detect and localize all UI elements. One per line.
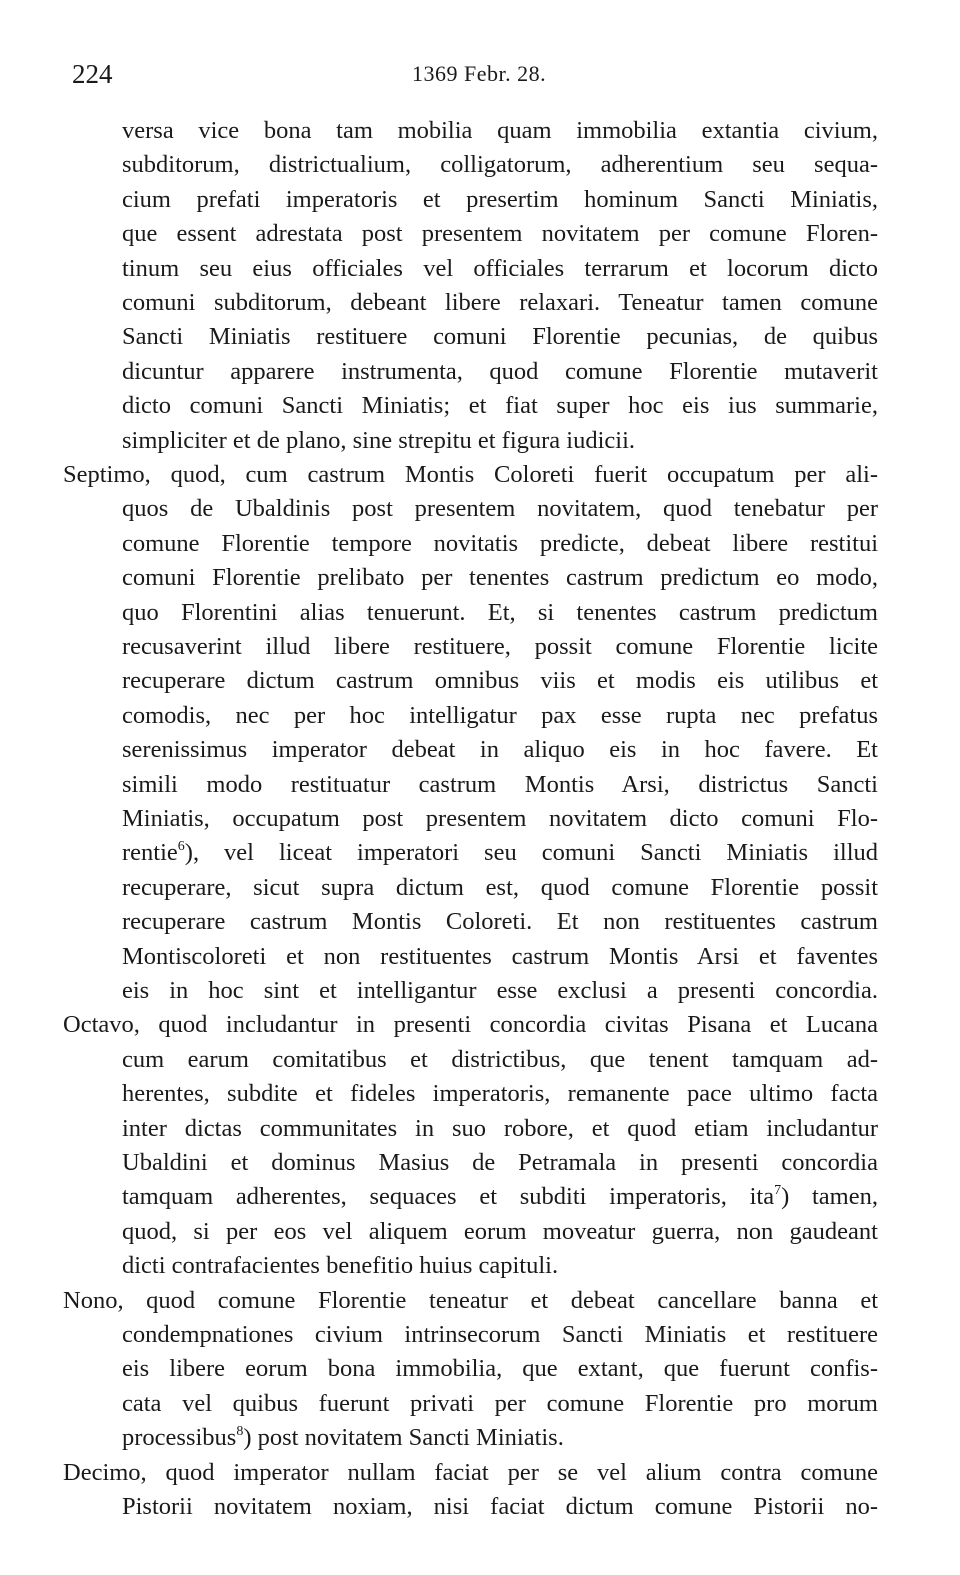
- text-line: [122, 632, 878, 662]
- line-text: recusaverint illud libere restituere, possit comune Florentie licite: [122, 633, 878, 660]
- line-text-continued: ) post novitatem Sancti Miniatis.: [243, 1424, 564, 1452]
- line-text: Octavo, quod includantur in presenti concordia civitas Pisana et Lucana: [63, 1011, 878, 1039]
- text-line: [122, 1217, 878, 1247]
- footnote-marker: 7: [774, 1183, 782, 1199]
- line-text: comune Florentie tempore novitatis predicte, debeat libere restitui: [122, 529, 878, 557]
- line-text: simili modo restituatur castrum Montis Arsi, districtus Sancti: [122, 770, 878, 798]
- text-line: [122, 288, 878, 318]
- text-line: [63, 1010, 878, 1040]
- line-text: rentie: [122, 839, 178, 867]
- text-line: [122, 391, 878, 421]
- text-line: [63, 1458, 878, 1488]
- text-line: [122, 563, 878, 593]
- line-text: dicto comuni Sancti Miniatis; et fiat super hoc eis ius summarie,: [122, 392, 878, 420]
- line-text: recuperare castrum Montis Coloreti. Et non restituentes castrum: [122, 908, 878, 936]
- text-line: [122, 185, 878, 215]
- line-text: Decimo, quod imperator nullam faciat per se vel alium contra comune: [63, 1458, 878, 1486]
- text-line: [122, 1182, 878, 1212]
- line-text: recuperare, sicut supra dictum est, quod comune Florentie possit: [122, 873, 878, 901]
- text-line: [122, 219, 878, 249]
- line-text: processibus: [122, 1424, 237, 1452]
- running-head: 1369 Febr. 28.: [412, 61, 547, 86]
- text-line: [122, 1079, 878, 1109]
- line-text: cum earum comitatibus et districtibus, que tenent tamquam ad-: [122, 1045, 878, 1073]
- line-text: Pistorii novitatem noxiam, nisi faciat dictum comune Pistorii no-: [122, 1493, 878, 1520]
- line-text: tamquam adherentes, sequaces et subditi imperatoris, ita: [122, 1183, 775, 1211]
- line-text: eis libere eorum bona immobilia, que extant, que fuerunt confis-: [122, 1355, 878, 1383]
- text-line: [122, 1389, 878, 1419]
- line-text: Sancti Miniatis restituere comuni Florentie pecunias, de quibus: [122, 323, 878, 351]
- text-line: [122, 150, 878, 180]
- text-line: [122, 907, 878, 937]
- page-number: 224: [72, 59, 113, 89]
- text-line: [122, 116, 878, 146]
- line-text: cium prefati imperatoris et presertim hominum Sancti Miniatis,: [122, 185, 878, 213]
- text-line: [122, 1423, 878, 1453]
- text-line: [122, 976, 878, 1006]
- text-line: [63, 1286, 878, 1316]
- line-text: cata vel quibus fuerunt privati per comune Florentie pro morum: [122, 1389, 878, 1417]
- text-line: [122, 357, 878, 387]
- line-text: condempnationes civium intrinsecorum Sancti Miniatis et restituere: [122, 1321, 878, 1348]
- line-text: tinum seu eius officiales vel officiales terrarum et locorum dicto: [122, 254, 878, 282]
- text-line: [122, 1045, 878, 1075]
- text-line: [122, 666, 878, 696]
- text-line: [122, 1251, 878, 1281]
- text-line: [122, 942, 878, 972]
- text-line: [122, 804, 878, 834]
- line-text: eis in hoc sint et intelligantur esse exclusi a presenti concordia.: [122, 977, 878, 1004]
- text-line: [122, 701, 878, 731]
- line-text-continued: ) tamen,: [781, 1183, 878, 1211]
- page-header: [0, 54, 960, 94]
- line-text: comuni Florentie prelibato per tenentes castrum predictum eo modo,: [122, 564, 878, 592]
- text-line: [122, 1354, 878, 1384]
- text-line: [122, 598, 878, 628]
- text-line: [122, 873, 878, 903]
- line-text: Septimo, quod, cum castrum Montis Coloreti fuerit occupatum per ali-: [63, 461, 878, 488]
- line-text: Nono, quod comune Florentie teneatur et debeat cancellare banna et: [63, 1286, 878, 1314]
- text-line: [63, 460, 878, 490]
- line-text: recuperare dictum castrum omnibus viis et modis eis utilibus et: [122, 667, 878, 695]
- line-text: dicti contrafacientes benefitio huius capituli.: [122, 1252, 559, 1280]
- line-text: comuni subditorum, debeant libere relaxari. Teneatur tamen comune: [122, 289, 878, 316]
- line-text-continued: ), vel liceat imperatori seu comuni Sancti Miniatis illud: [184, 839, 878, 867]
- footnote-marker: 6: [177, 839, 185, 855]
- text-line: [122, 770, 878, 800]
- line-text: Montiscoloreti et non restituentes castrum Montis Arsi et faventes: [122, 942, 878, 970]
- line-text: simpliciter et de plano, sine strepitu et figura iudicii.: [122, 426, 636, 454]
- line-text: que essent adrestata post presentem novitatem per comune Floren-: [122, 220, 878, 248]
- text-line: [122, 254, 878, 284]
- text-line: [122, 494, 878, 524]
- text-line: [122, 426, 878, 456]
- text-line: [122, 1114, 878, 1144]
- line-text: herentes, subdite et fideles imperatoris, remanente pace ultimo facta: [122, 1080, 878, 1108]
- line-text: versa vice bona tam mobilia quam immobilia extantia civium,: [122, 117, 878, 144]
- line-text: quo Florentini alias tenuerunt. Et, si tenentes castrum predictum: [122, 598, 878, 626]
- text-line: [122, 529, 878, 559]
- text-line: [122, 1148, 878, 1178]
- text-line: [122, 838, 878, 868]
- line-text: Miniatis, occupatum post presentem novitatem dicto comuni Flo-: [122, 805, 878, 832]
- text-line: [122, 735, 878, 765]
- line-text: quos de Ubaldinis post presentem novitatem, quod tenebatur per: [122, 495, 878, 523]
- text-line: [122, 1320, 878, 1350]
- line-text: quod, si per eos vel aliquem eorum moveatur guerra, non gaudeant: [122, 1217, 878, 1245]
- text-line: [122, 322, 878, 352]
- line-text: Ubaldini et dominus Masius de Petramala in presenti concordia: [122, 1149, 878, 1176]
- line-text: subditorum, districtualium, colligatorum, adherentium seu sequa-: [122, 151, 878, 179]
- line-text: dicuntur apparere instrumenta, quod comune Florentie mutaverit: [122, 357, 878, 385]
- line-text: comodis, nec per hoc intelligatur pax esse rupta nec prefatus: [122, 701, 878, 729]
- text-line: [122, 1492, 878, 1522]
- footnote-marker: 8: [236, 1424, 244, 1440]
- line-text: serenissimus imperator debeat in aliquo eis in hoc favere. Et: [122, 736, 878, 764]
- line-text: inter dictas communitates in suo robore, et quod etiam includantur: [122, 1114, 878, 1142]
